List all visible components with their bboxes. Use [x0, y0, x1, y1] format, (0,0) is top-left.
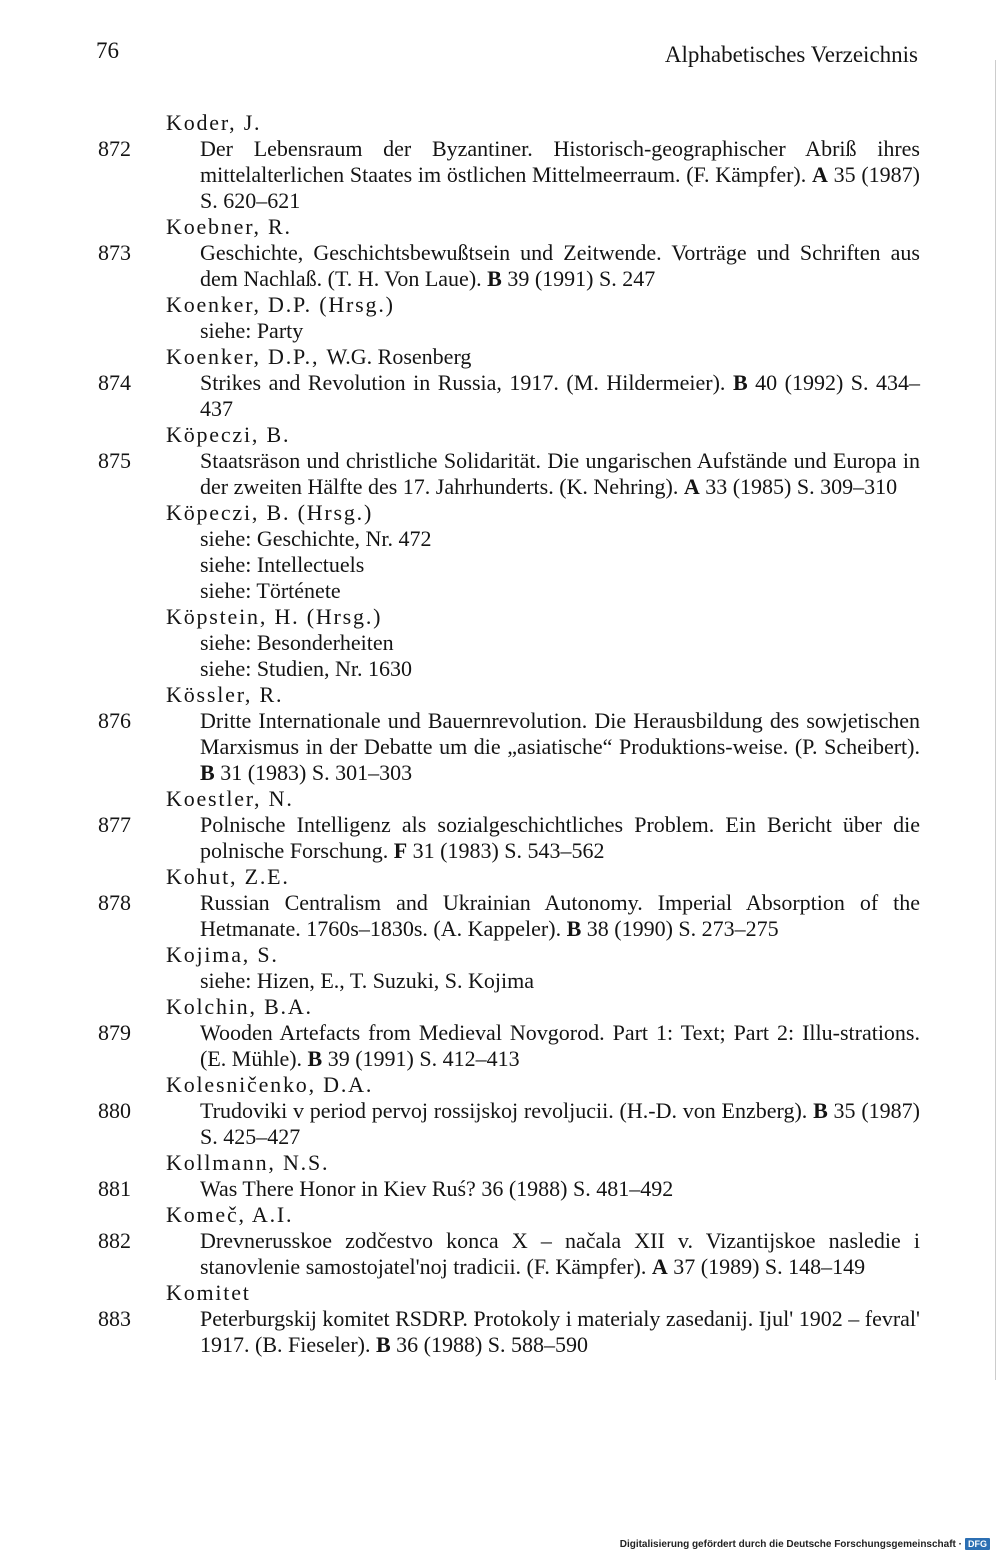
author-heading: [98, 786, 920, 812]
entry-text: [200, 812, 920, 864]
author-heading: [98, 292, 920, 318]
entry-text: [200, 1228, 920, 1280]
entry-text: [200, 1306, 920, 1358]
author-name: Komitet: [166, 1280, 251, 1305]
journal-code: A: [651, 1254, 668, 1279]
journal-code: A: [812, 162, 828, 187]
entry-citation: 31 (1983) S. 301–303: [214, 760, 413, 785]
author-name: Koder, J.: [166, 110, 262, 135]
entry-title: Was There Honor in Kiev Ruś? 36 (1988) S. 481–492: [200, 1176, 674, 1201]
entry-title: Der Lebensraum der Byzantiner. Historisch-geographischer Abriß ihres mittelalterlichen Staates im östlichen Mittelmeerraum. (F. Kämpfer).: [200, 136, 920, 187]
author-heading: [98, 1150, 920, 1176]
author-heading: [98, 1202, 920, 1228]
entry-title: Strikes and Revolution in Russia, 1917. (M. Hildermeier).: [200, 370, 733, 395]
journal-code: B: [375, 1332, 391, 1357]
cross-reference: siehe: Intellectuels: [200, 552, 365, 577]
cross-reference: siehe: Party: [200, 318, 304, 343]
entry-citation: 35 (1987) S. 620–621: [200, 162, 921, 213]
dfg-logo-icon: DFG: [965, 1538, 990, 1550]
coauthor-name: W.G. Rosenberg: [326, 344, 472, 369]
index-entry: [98, 448, 920, 500]
entry-number: 880: [98, 1098, 131, 1123]
entry-number: 876: [98, 708, 131, 733]
cross-reference: siehe: Geschichte, Nr. 472: [200, 526, 432, 551]
entry-number: 883: [98, 1306, 131, 1331]
entry-number: 881: [98, 1176, 131, 1201]
author-name: Kollmann, N.S.: [166, 1150, 330, 1175]
author-name: Kolesničenko, D.A.: [166, 1072, 374, 1097]
entry-citation: 35 (1987) S. 425–427: [200, 1098, 920, 1149]
entry-citation: 38 (1990) S. 273–275: [581, 916, 779, 941]
author-heading: [98, 604, 920, 630]
entry-citation: 37 (1989) S. 148–149: [667, 1254, 866, 1279]
journal-code: B: [307, 1046, 323, 1071]
author-name: Köpstein, H. (Hrsg.): [166, 604, 383, 629]
entry-title: Trudoviki v period pervoj rossijskoj revoljucii. (H.-D. von Enzberg).: [200, 1098, 814, 1123]
entry-citation: 31 (1983) S. 543–562: [407, 838, 605, 863]
entry-number: 879: [98, 1020, 131, 1045]
author-heading: [98, 422, 920, 448]
index-list: [98, 110, 920, 1358]
entry-title: Russian Centralism and Ukrainian Autonomy. Imperial Absorption of the Hetmanate. 1760s–1830s. (A. Kappeler).: [200, 890, 920, 941]
journal-code: B: [200, 760, 215, 785]
journal-code: A: [683, 474, 700, 499]
index-entry: [98, 812, 920, 864]
journal-code: B: [813, 1098, 828, 1123]
entry-citation: 39 (1991) S. 247: [501, 266, 656, 291]
entry-text: [200, 240, 920, 292]
author-name: Kolchin, B.A.: [166, 994, 313, 1019]
author-name: Komeč, A.I.: [166, 1202, 294, 1227]
entry-title: Geschichte, Geschichtsbewußtsein und Zeitwende. Vorträge und Schriften aus dem Nachlaß. (T. H. Von Laue).: [200, 240, 920, 291]
author-heading: [98, 500, 920, 526]
author-name: Koenker, D.P.,: [166, 344, 327, 369]
running-head: Alphabetisches Verzeichnis: [664, 42, 918, 67]
entry-title: Drevnerusskoe zodčestvo konca X – načala XII v. Vizantijskoe nasledie i stanovlenie samostojatel'noj tradicii. (F. Kämpfer).: [200, 1228, 920, 1279]
journal-code: B: [566, 916, 582, 941]
journal-code: B: [732, 370, 748, 395]
entry-citation: 40 (1992) S. 434–437: [200, 370, 921, 421]
index-entry: [98, 136, 920, 214]
entry-number: 878: [98, 890, 131, 915]
entry-title: Wooden Artefacts from Medieval Novgorod. Part 1: Text; Part 2: Illu-strations. (E. Mühle).: [200, 1020, 920, 1071]
entry-text: [200, 708, 920, 786]
entry-text: [200, 370, 920, 422]
author-name: Köpeczi, B.: [166, 422, 291, 447]
cross-reference: siehe: Története: [200, 578, 341, 603]
journal-code: F: [393, 838, 408, 863]
entry-text: [200, 1176, 920, 1202]
author-heading: [98, 682, 920, 708]
author-heading: [98, 1280, 920, 1306]
entry-text: [200, 1020, 920, 1072]
cross-reference: siehe: Besonderheiten: [200, 630, 394, 655]
index-entry: [98, 1306, 920, 1358]
entry-text: [200, 136, 920, 214]
index-entry: [98, 240, 920, 292]
author-name: Koenker, D.P. (Hrsg.): [166, 292, 395, 317]
entry-text: [200, 890, 920, 942]
index-entry: [98, 1020, 920, 1072]
scan-edge-line: [995, 60, 996, 1380]
author-heading: [98, 864, 920, 890]
journal-code: B: [487, 266, 502, 291]
entry-text: [200, 1098, 920, 1150]
author-name: Kössler, R.: [166, 682, 284, 707]
author-name: Kohut, Z.E.: [166, 864, 290, 889]
entry-text: [200, 448, 920, 500]
author-heading: [98, 994, 920, 1020]
index-entry: [98, 708, 920, 786]
author-name: Koebner, R.: [166, 214, 292, 239]
author-name: Kojima, S.: [166, 942, 279, 967]
credit-text: Digitalisierung gefördert durch die Deutsche Forschungsgemeinschaft ·: [619, 1538, 962, 1550]
index-entry: [98, 1228, 920, 1280]
cross-reference: siehe: Studien, Nr. 1630: [200, 656, 413, 681]
digitization-credit: [620, 1538, 990, 1550]
entry-citation: 36 (1988) S. 588–590: [390, 1332, 589, 1357]
entry-citation: 33 (1985) S. 309–310: [699, 474, 898, 499]
index-entry: [98, 1098, 920, 1150]
index-entry: [98, 890, 920, 942]
entry-number: 872: [98, 136, 131, 161]
entry-number: 873: [98, 240, 131, 265]
entry-title: Polnische Intelligenz als sozialgeschichtliches Problem. Ein Bericht über die polnische Forschung.: [200, 812, 920, 863]
page-number: 76: [96, 38, 119, 63]
cross-reference: siehe: Hizen, E., T. Suzuki, S. Kojima: [200, 968, 535, 993]
index-entry: [98, 1176, 920, 1202]
entry-number: 874: [98, 370, 131, 395]
author-heading: [98, 344, 920, 370]
entry-title: Staatsräson und christliche Solidarität. Die ungarischen Aufstände und Europa in der zweiten Hälfte des 17. Jahrhunderts. (K. Nehring).: [200, 448, 920, 499]
entry-title: Peterburgskij komitet RSDRP. Protokoly i materialy zasedanij. Ijul' 1902 – fevral' 1917. (B. Fieseler).: [200, 1306, 920, 1357]
entry-number: 877: [98, 812, 131, 837]
entry-number: 875: [98, 448, 131, 473]
author-name: Koestler, N.: [166, 786, 294, 811]
index-entry: [98, 370, 920, 422]
author-heading: [98, 110, 920, 136]
entry-citation: 39 (1991) S. 412–413: [322, 1046, 520, 1071]
author-heading: [98, 942, 920, 968]
entry-title: Dritte Internationale und Bauernrevolution. Die Herausbildung des sowjetischen Marxismus in der Debatte um die „asiatische“ Produktions-weise. (P. Scheibert).: [200, 708, 920, 759]
author-name: Köpeczi, B. (Hrsg.): [166, 500, 374, 525]
entry-number: 882: [98, 1228, 131, 1253]
author-heading: [98, 214, 920, 240]
author-heading: [98, 1072, 920, 1098]
